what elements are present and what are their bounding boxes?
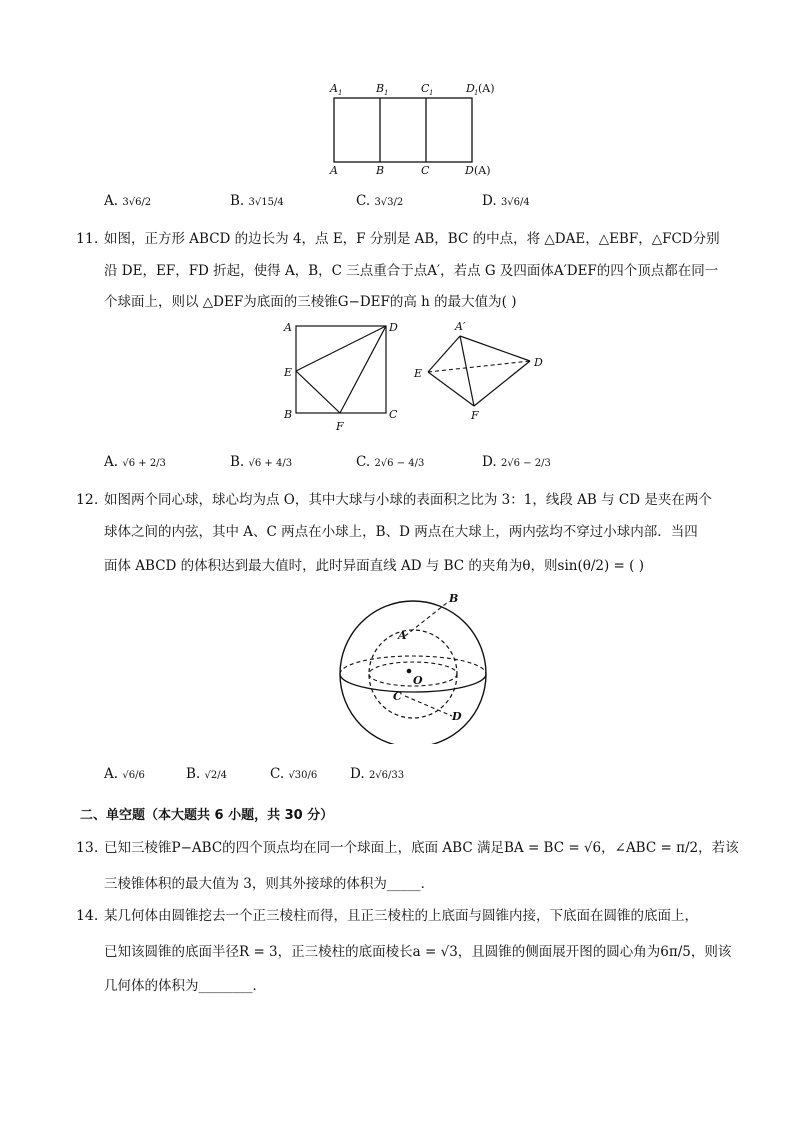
q11-fig2-label-f: F: [471, 409, 479, 422]
q10-label-d-paren: (A): [474, 164, 491, 177]
q10-option-c[interactable]: C. 3√3/2: [356, 193, 404, 209]
q11-fig1-label-a: A: [284, 321, 292, 334]
q12-label-c: C: [393, 690, 402, 703]
q10-label-d1-sub: 1: [474, 89, 479, 97]
q10-label-d: D: [465, 164, 474, 177]
q11-figure: [0, 316, 794, 436]
q10-label-d1-paren: (A): [478, 82, 495, 95]
q12-option-a[interactable]: A. √6/6: [104, 766, 145, 782]
q10-label-c: C: [421, 164, 430, 177]
q11-option-a[interactable]: A. √6 + 2/3: [104, 454, 166, 470]
q10-option-d[interactable]: D. 3√6/4: [482, 193, 530, 209]
q12-option-c[interactable]: C. √30/6: [270, 766, 318, 782]
q11-line1: 如图，正方形 ABCD 的边长为 4，点 E，F 分别是 AB，BC 的中点，将 △DAE，△EBF，△FCD分别: [104, 231, 720, 247]
q12-figure: [0, 584, 794, 744]
q10-label-b1: B: [376, 82, 385, 95]
q12-line3: 面体 ABCD 的体积达到最大值时，此时异面直线 AD 与 BC 的夹角为θ，则sin(θ/2) = ( ): [104, 558, 644, 574]
q11-option-b[interactable]: B. √6 + 4/3: [230, 454, 293, 470]
q13-line1: 已知三棱锥P−ABC的四个顶点均在同一个球面上，底面 ABC 满足BA = BC = √6，∠ABC = π/2，若该: [104, 840, 739, 856]
q11-fig1-label-c: C: [389, 408, 398, 421]
q11-number: 11.: [76, 231, 99, 247]
q11-fig1-label-e: E: [284, 366, 293, 379]
q12-chord-cd: [405, 696, 452, 716]
q10-option-a[interactable]: A. 3√6/2: [104, 193, 152, 209]
q11-square: [296, 326, 386, 413]
q12-center-dot: [407, 669, 412, 674]
q10-label-b1-sub: 1: [384, 89, 389, 97]
q10-label-a1: A: [330, 82, 338, 95]
q10-label-b: B: [376, 164, 385, 177]
q11-fig1-label-d: D: [389, 321, 398, 334]
q13-number: 13.: [76, 840, 99, 856]
q12-line2: 球体之间的内弦，其中 A、C 两点在小球上，B、D 两点在大球上，两内弦均不穿过小球内部．当四: [104, 524, 698, 540]
q11-line2: 沿 DE，EF，FD 折起，使得 A，B，C 三点重合于点A′，若点 G 及四面体A′DEF的四个顶点都在同一: [104, 263, 719, 279]
q13-line2: 三棱锥体积的最大值为 3，则其外接球的体积为_____．: [104, 876, 435, 892]
q14-number: 14.: [76, 908, 99, 924]
q11-fig2-label-a-prime: A′: [455, 320, 466, 333]
q14-line1: 某几何体由圆锥挖去一个正三棱柱而得，且正三棱柱的上底面与圆锥内接，下底面在圆锥的底面上，: [104, 908, 698, 924]
q12-option-d[interactable]: D. 2√6/33: [350, 766, 405, 782]
q12-option-b[interactable]: B. √2/4: [186, 766, 227, 782]
q11-fig1-label-f: F: [336, 420, 344, 433]
q12-label-d: D: [452, 710, 462, 723]
q14-line3: 几何体的体积为________．: [104, 978, 266, 994]
q10-option-b[interactable]: B. 3√15/4: [230, 193, 284, 209]
q11-line-ed: [296, 326, 386, 371]
q12-label-b: B: [449, 592, 459, 605]
q11-line3: 个球面上，则以 △DEF为底面的三棱锥G−DEF的高 h 的最大值为( ): [104, 294, 517, 310]
q12-label-a: A: [398, 629, 407, 642]
q12-big-sphere: [340, 601, 486, 744]
q12-line1: 如图两个同心球，球心均为点 O，其中大球与小球的表面积之比为 3：1，线段 AB 与 CD 是夹在两个: [104, 492, 712, 508]
q11-fig2-label-d: D: [534, 356, 543, 369]
q12-label-o: O: [413, 674, 423, 687]
q11-option-d[interactable]: D. 2√6 − 2/3: [482, 454, 551, 470]
q10-label-c1-sub: 1: [429, 89, 434, 97]
q12-number: 12.: [76, 492, 99, 508]
q11-line-fd: [340, 326, 386, 413]
section-title: 二、单空题（本大题共 6 小题，共 30 分）: [80, 808, 334, 823]
q14-line2: 已知该圆锥的底面半径R = 3，正三棱柱的底面棱长a = √3，且圆锥的侧面展开图的圆心角为6π/5，则该: [104, 944, 732, 960]
q11-fig2-label-e: E: [414, 367, 423, 380]
q10-label-d1: D: [466, 82, 475, 95]
q10-label-a1-sub: 1: [338, 89, 343, 97]
q11-fig1-label-b: B: [284, 408, 293, 421]
q10-outer-rect: [334, 98, 472, 162]
q11-option-c[interactable]: C. 2√6 − 4/3: [356, 454, 425, 470]
q10-figure: [0, 0, 794, 190]
q10-label-a: A: [330, 164, 338, 177]
q10-label-c1: C: [421, 82, 430, 95]
q11-line-ef: [296, 371, 340, 413]
